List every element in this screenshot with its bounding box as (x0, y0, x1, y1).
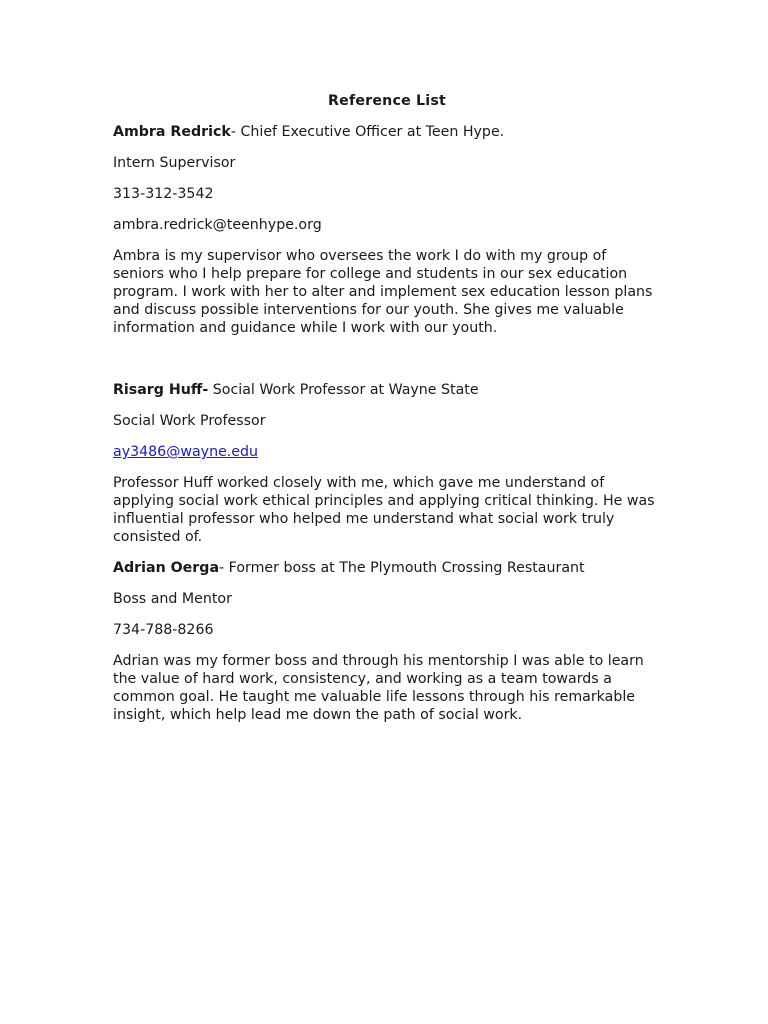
reference-name: Risarg Huff- (113, 382, 209, 398)
reference-email: ambra.redrick@teenhype.org (113, 217, 322, 233)
reference-header (113, 123, 661, 141)
reference-name: Adrian Oerga (113, 560, 220, 576)
reference-role: Social Work Professor (113, 413, 266, 429)
page-title: Reference List (328, 93, 446, 109)
reference-position: Social Work Professor at Wayne State (208, 382, 479, 398)
reference-role: Intern Supervisor (113, 155, 236, 171)
reference-header (113, 381, 661, 399)
reference-entry (113, 381, 661, 546)
reference-phone: 734-788-8266 (113, 622, 214, 638)
reference-description: Professor Huff worked closely with me, which gave me understand of applying social work ethical principles and applying critical thinking. He was influential professor who helped me understand what social work truly consisted of. (113, 475, 655, 545)
name-separator: - (219, 560, 225, 576)
reference-position: Former boss at The Plymouth Crossing Restaurant (224, 560, 585, 576)
reference-email-wrap (113, 443, 661, 461)
document-body (113, 92, 661, 737)
reference-entry (113, 559, 661, 724)
reference-position: Chief Executive Officer at Teen Hype. (235, 124, 505, 140)
reference-header (113, 559, 661, 577)
reference-description: Ambra is my supervisor who oversees the work I do with my group of seniors who I help prepare for college and students in our sex education program. I work with her to alter and implement sex education lesson plans and discuss possible interventions for our youth. She gives me valuable information and guidance while I work with our youth. (113, 248, 653, 336)
reference-role: Boss and Mentor (113, 591, 232, 607)
reference-description: Adrian was my former boss and through his mentorship I was able to learn the value of hard work, consistency, and working as a team towards a common goal. He taught me valuable life lessons through his remarkable insight, which help lead me down the path of social work. (113, 653, 644, 723)
section-spacer (113, 350, 661, 381)
reference-name: Ambra Redrick (113, 124, 231, 140)
name-separator: - (230, 124, 236, 140)
reference-email-link[interactable]: ay3486@wayne.edu (113, 444, 259, 460)
reference-phone: 313-312-3542 (113, 186, 214, 202)
reference-entry (113, 123, 661, 337)
